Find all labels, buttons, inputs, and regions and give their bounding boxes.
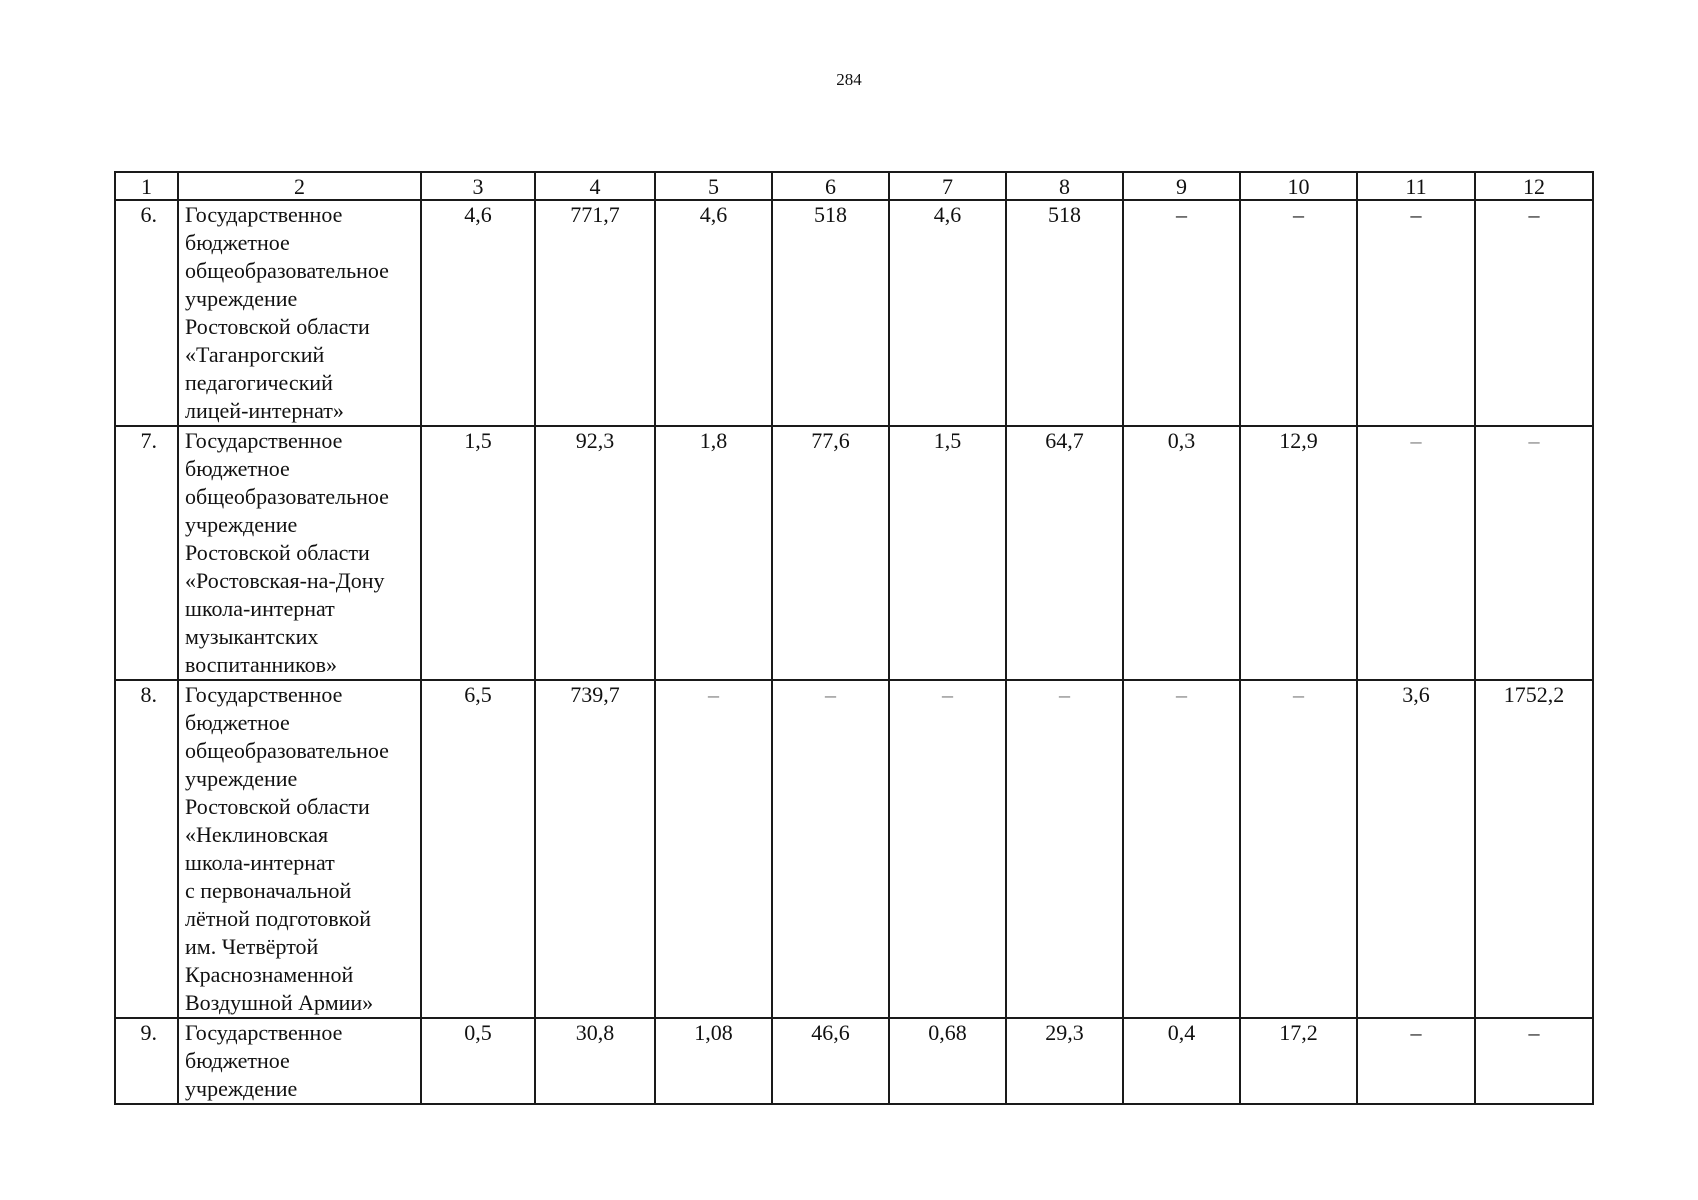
value-cell: – — [1357, 200, 1475, 426]
header-cell: 5 — [655, 172, 772, 200]
header-cell: 7 — [889, 172, 1006, 200]
table-row — [115, 426, 1593, 680]
value-cell: – — [1475, 1018, 1593, 1104]
name-line: Государственное — [185, 682, 343, 707]
name-line: педагогический — [185, 370, 333, 395]
value-cell: – — [1357, 426, 1475, 680]
header-cell: 2 — [178, 172, 421, 200]
header-cell: 12 — [1475, 172, 1593, 200]
value-cell: 4,6 — [889, 200, 1006, 426]
value-cell: 46,6 — [772, 1018, 889, 1104]
value-cell: 6,5 — [421, 680, 535, 1018]
value-cell: – — [772, 680, 889, 1018]
name-line: «Таганрогский — [185, 342, 325, 367]
value-cell: 1,8 — [655, 426, 772, 680]
data-table — [114, 171, 1594, 1105]
value-cell: – — [1475, 200, 1593, 426]
header-cell: 4 — [535, 172, 655, 200]
name-line: бюджетное — [185, 230, 290, 255]
institution-name-cell — [178, 680, 421, 1018]
row-number-cell: 6. — [115, 200, 178, 426]
value-cell: 0,5 — [421, 1018, 535, 1104]
row-number-cell: 8. — [115, 680, 178, 1018]
name-line: Государственное — [185, 428, 343, 453]
name-line: лицей-интернат» — [185, 398, 344, 423]
value-cell: – — [1006, 680, 1123, 1018]
name-line: Ростовской области — [185, 314, 370, 339]
name-line: «Ростовская-на-Дону — [185, 568, 385, 593]
value-cell: 0,68 — [889, 1018, 1006, 1104]
name-line: музыкантских — [185, 624, 319, 649]
name-line: общеобразовательное — [185, 484, 389, 509]
name-line: «Неклиновская — [185, 822, 329, 847]
name-line: бюджетное — [185, 1048, 290, 1073]
table-row — [115, 200, 1593, 426]
name-line: общеобразовательное — [185, 738, 389, 763]
value-cell: 4,6 — [421, 200, 535, 426]
value-cell: 739,7 — [535, 680, 655, 1018]
institution-name-cell — [178, 426, 421, 680]
value-cell: 92,3 — [535, 426, 655, 680]
name-line: Государственное — [185, 1020, 343, 1045]
value-cell: 64,7 — [1006, 426, 1123, 680]
value-cell: 30,8 — [535, 1018, 655, 1104]
value-cell: 12,9 — [1240, 426, 1357, 680]
value-cell: 518 — [772, 200, 889, 426]
header-cell: 10 — [1240, 172, 1357, 200]
row-number-cell: 9. — [115, 1018, 178, 1104]
name-line: учреждение — [185, 766, 298, 791]
institution-name-cell — [178, 1018, 421, 1104]
value-cell: – — [1240, 680, 1357, 1018]
value-cell: 29,3 — [1006, 1018, 1123, 1104]
name-line: Ростовской области — [185, 540, 370, 565]
value-cell: 771,7 — [535, 200, 655, 426]
table-row — [115, 1018, 1593, 1104]
name-line: учреждение — [185, 1076, 298, 1101]
name-line: бюджетное — [185, 710, 290, 735]
name-line: школа-интернат — [185, 850, 335, 875]
header-cell: 6 — [772, 172, 889, 200]
value-cell: 518 — [1006, 200, 1123, 426]
value-cell: 4,6 — [655, 200, 772, 426]
name-line: школа-интернат — [185, 596, 335, 621]
header-cell: 9 — [1123, 172, 1240, 200]
header-cell: 3 — [421, 172, 535, 200]
name-line: лётной подготовкой — [185, 906, 371, 931]
name-line: Воздушной Армии» — [185, 990, 374, 1015]
name-line: Государственное — [185, 202, 343, 227]
value-cell: 0,3 — [1123, 426, 1240, 680]
name-line: Ростовской области — [185, 794, 370, 819]
row-number-cell: 7. — [115, 426, 178, 680]
value-cell: 3,6 — [1357, 680, 1475, 1018]
name-line: бюджетное — [185, 456, 290, 481]
header-cell: 1 — [115, 172, 178, 200]
name-line: учреждение — [185, 512, 298, 537]
header-cell: 8 — [1006, 172, 1123, 200]
name-line: с первоначальной — [185, 878, 352, 903]
header-cell: 11 — [1357, 172, 1475, 200]
value-cell: – — [1357, 1018, 1475, 1104]
name-line: общеобразовательное — [185, 258, 389, 283]
value-cell: – — [655, 680, 772, 1018]
value-cell: 17,2 — [1240, 1018, 1357, 1104]
value-cell: – — [1123, 680, 1240, 1018]
table-header-row — [115, 172, 1593, 200]
institution-name-cell — [178, 200, 421, 426]
value-cell: 1752,2 — [1475, 680, 1593, 1018]
name-line: учреждение — [185, 286, 298, 311]
value-cell: 77,6 — [772, 426, 889, 680]
table-row — [115, 680, 1593, 1018]
value-cell: – — [889, 680, 1006, 1018]
value-cell: – — [1475, 426, 1593, 680]
value-cell: 1,5 — [421, 426, 535, 680]
name-line: Краснознаменной — [185, 962, 354, 987]
name-line: им. Четвёртой — [185, 934, 319, 959]
name-line: воспитанников» — [185, 652, 338, 677]
value-cell: 1,5 — [889, 426, 1006, 680]
page-number: 284 — [836, 70, 862, 89]
value-cell: – — [1240, 200, 1357, 426]
value-cell: 1,08 — [655, 1018, 772, 1104]
value-cell: 0,4 — [1123, 1018, 1240, 1104]
value-cell: – — [1123, 200, 1240, 426]
